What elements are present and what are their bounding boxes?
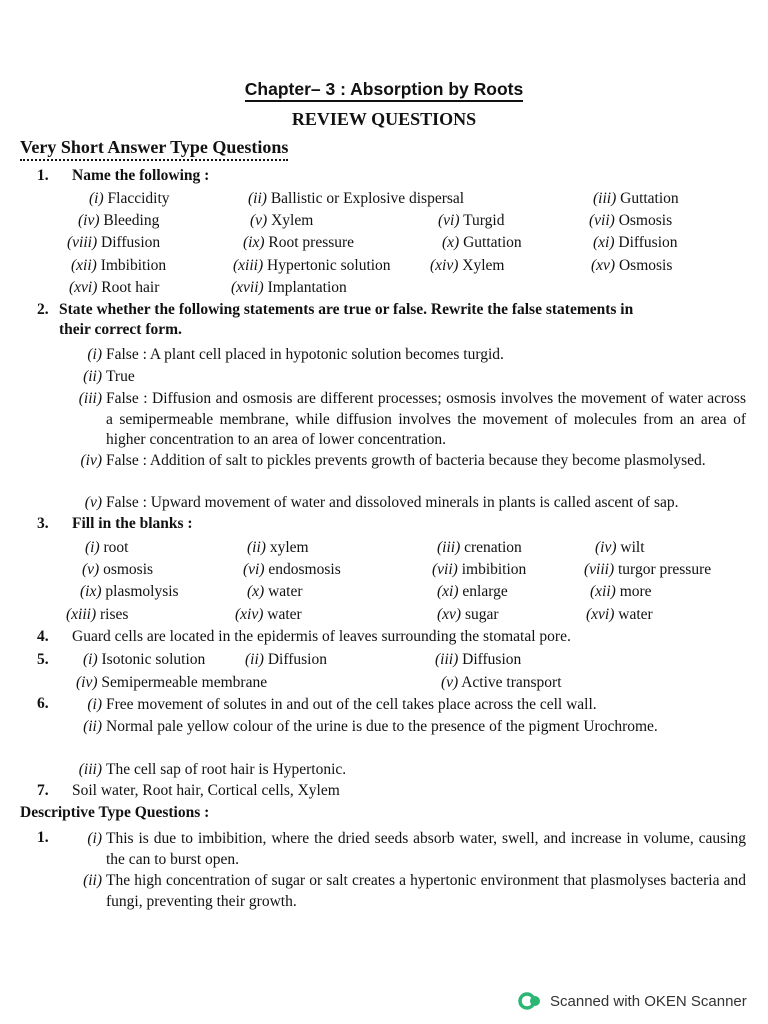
- answer-item: (v) False : Upward movement of water and dissoloved minerals in plants is called ascent of sap.: [84, 494, 679, 511]
- question-number: 6.: [37, 695, 49, 712]
- answer-item: (ii) Diffusion: [245, 651, 327, 668]
- answer-item: (iv) Bleeding: [78, 212, 160, 229]
- answer-item: (xi) Diffusion: [593, 234, 678, 251]
- answer-item: (iii) Diffusion: [435, 651, 522, 668]
- answer-item: Guard cells are located in the epidermis of leaves surrounding the stomatal pore.: [72, 628, 571, 645]
- answer-item: (xvii) Implantation: [231, 279, 347, 296]
- answer-item: (xv) Osmosis: [591, 257, 673, 274]
- answer-item: (iv) wilt: [595, 539, 645, 556]
- answer-item: (vii) Osmosis: [589, 212, 673, 229]
- answer-item: (i) Free movement of solutes in and out of the cell takes place across the cell wall.: [87, 696, 597, 713]
- answer-item: (xiii) rises: [66, 606, 129, 623]
- section-heading-very-short: Very Short Answer Type Questions: [20, 137, 288, 161]
- question-number: 7.: [37, 782, 49, 799]
- answer-item: (xiv) water: [235, 606, 302, 623]
- scanner-watermark: [518, 990, 747, 1012]
- answer-item: (i) Isotonic solution: [83, 651, 206, 668]
- answer-item: (xii) more: [590, 583, 652, 600]
- answer-item: (i) root: [85, 539, 129, 556]
- answer-item: (xv) sugar: [437, 606, 499, 623]
- answer-item: (iv) Semipermeable membrane: [76, 674, 268, 691]
- answer-item: (iii) crenation: [437, 539, 522, 556]
- answer-item: (ii) The high concentration of sugar or salt creates a hypertonic environment that plasmolyses bacteria and fungi, preventing their growth.: [83, 872, 746, 910]
- question-number: 1.: [37, 829, 49, 846]
- answer-item: (x) Guttation: [442, 234, 522, 251]
- answer-item: (i) This is due to imbibition, where the dried seeds absorb water, swell, and increase in volume, causing the can to burst open.: [87, 830, 746, 868]
- answer-item: (vii) imbibition: [432, 561, 527, 578]
- question-heading: Fill in the blanks :: [72, 515, 193, 532]
- review-questions-heading: REVIEW QUESTIONS: [291, 109, 477, 129]
- answer-item: (v) osmosis: [82, 561, 154, 578]
- question-number: 1.: [37, 167, 49, 184]
- answer-item: (xiv) Xylem: [430, 257, 505, 274]
- question-number: 5.: [37, 651, 49, 668]
- answer-item: (iii) The cell sap of root hair is Hypertonic.: [78, 761, 347, 778]
- answer-item: (i) False : A plant cell placed in hypotonic solution becomes turgid.: [87, 346, 504, 363]
- answer-item: (xiii) Hypertonic solution: [233, 257, 391, 274]
- answer-item: (ii) xylem: [247, 539, 309, 556]
- answer-item: Soil water, Root hair, Cortical cells, Xylem: [72, 782, 340, 799]
- answer-item: (viii) turgor pressure: [584, 561, 712, 578]
- answer-item: (ii) Normal pale yellow colour of the urine is due to the presence of the pigment Urochrome.: [83, 718, 658, 735]
- answer-item: (ii) True: [83, 368, 135, 385]
- answer-item: (iv) False : Addition of salt to pickles prevents growth of bacteria because they become plasmolysed.: [80, 452, 706, 469]
- answer-item: (i) Flaccidity: [89, 190, 170, 207]
- answer-item: (xi) enlarge: [437, 583, 508, 600]
- question-number: 3.: [37, 515, 49, 532]
- answer-item: (v) Active transport: [441, 674, 562, 691]
- answer-item: (ii) Ballistic or Explosive dispersal: [248, 190, 465, 207]
- question-heading: State whether the following statements are true or false. Rewrite the false statements in: [59, 301, 634, 318]
- answer-item: (xii) Imbibition: [71, 257, 167, 274]
- question-number: 4.: [37, 628, 49, 645]
- question-heading: Name the following :: [72, 167, 210, 184]
- oken-scanner-logo-icon: [518, 991, 542, 1011]
- question-number: 2.: [37, 301, 49, 318]
- answer-item: (xvi) Root hair: [69, 279, 160, 296]
- answer-item: (iii) False : Diffusion and osmosis are different processes; osmosis involves the movement of water across a semipermeable membrane, while diffusion involves the movement of molecules from an area of higher concentration to an area of lower concentration.: [78, 390, 746, 448]
- chapter-title: Chapter– 3 : Absorption by Roots: [0, 79, 768, 100]
- question-heading: their correct form.: [59, 321, 182, 338]
- answer-item: (v) Xylem: [250, 212, 314, 229]
- answer-item: (ix) plasmolysis: [80, 583, 179, 600]
- answer-item: (vi) endosmosis: [243, 561, 341, 578]
- section-heading-descriptive: Descriptive Type Questions :: [20, 804, 210, 821]
- scanner-text: Scanned with OKEN Scanner: [550, 992, 747, 1010]
- answer-item: (iii) Guttation: [593, 190, 679, 207]
- answer-item: (vi) Turgid: [438, 212, 505, 229]
- answer-item: (x) water: [247, 583, 303, 600]
- answer-item: (xvi) water: [586, 606, 653, 623]
- answer-item: (viii) Diffusion: [67, 234, 161, 251]
- answer-item: (ix) Root pressure: [243, 234, 355, 251]
